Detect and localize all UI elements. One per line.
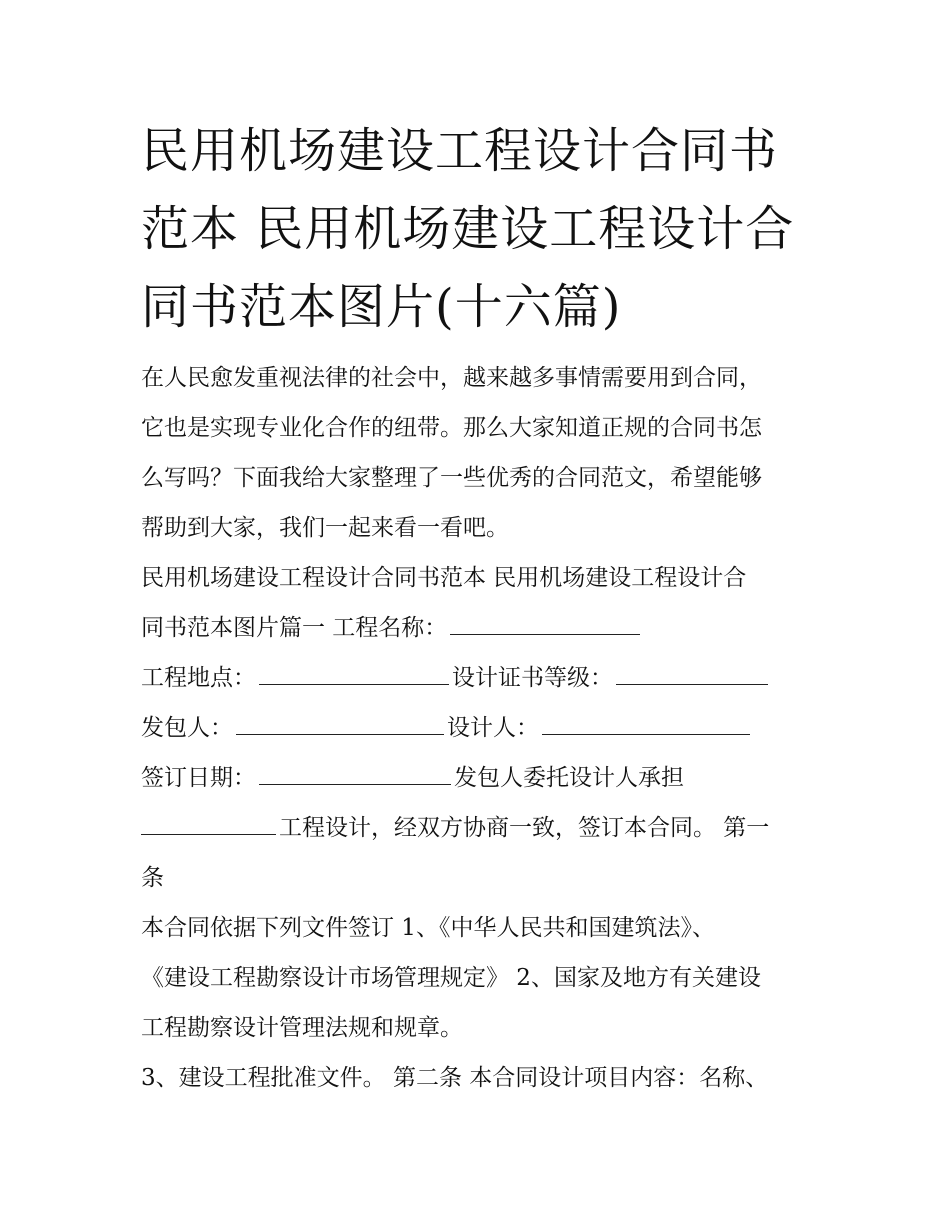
designer-blank xyxy=(542,714,750,735)
project-name-label: 同书范本图片篇一 工程名称： xyxy=(141,615,448,641)
entrust-text: 发包人委托设计人承担 xyxy=(454,765,684,791)
basis-line: 工程勘察设计管理法规和规章。 xyxy=(141,1015,463,1041)
engineering-text: 工程设计，经双方协商一致，签订本合同。 第一 xyxy=(279,815,770,841)
engineering-line xyxy=(141,803,821,853)
item3-line: 3、建设工程批准文件。 第二条 本合同设计项目内容：名称、 xyxy=(141,1065,769,1091)
sign-date-line xyxy=(141,753,821,803)
basis-line: 《建设工程勘察设计市场管理规定》 2、国家及地方有关建设 xyxy=(141,965,761,991)
client-label: 发包人： xyxy=(141,715,233,741)
cert-level-label: 设计证书等级： xyxy=(452,665,613,691)
article-char-line: 条 xyxy=(141,865,164,891)
parties-line xyxy=(141,703,821,753)
intro-line: 它也是实现专业化合作的纽带。那么大家知道正规的合同书怎 xyxy=(141,415,762,441)
document-title xyxy=(141,112,821,346)
document-body xyxy=(141,353,821,1103)
sign-date-label: 签订日期： xyxy=(141,765,256,791)
contract-heading-line: 民用机场建设工程设计合同书范本 民用机场建设工程设计合 xyxy=(141,565,747,591)
project-location-blank xyxy=(259,664,449,685)
title-line: 同书范本图片(十六篇) xyxy=(141,279,622,335)
client-blank xyxy=(236,714,444,735)
title-line: 范本 民用机场建设工程设计合 xyxy=(141,201,795,257)
project-location-label: 工程地点： xyxy=(141,665,256,691)
location-cert-line xyxy=(141,653,821,703)
project-name-blank xyxy=(450,614,640,635)
intro-line: 帮助到大家，我们一起来看一看吧。 xyxy=(141,515,509,541)
cert-level-blank xyxy=(616,664,768,685)
intro-line: 在人民愈发重视法律的社会中，越来越多事情需要用到合同， xyxy=(141,365,762,391)
intro-line: 么写吗？下面我给大家整理了一些优秀的合同范文，希望能够 xyxy=(141,465,762,491)
designer-label: 设计人： xyxy=(447,715,539,741)
title-line: 民用机场建设工程设计合同书 xyxy=(141,123,779,179)
sign-date-blank xyxy=(259,764,451,785)
project-name-line xyxy=(141,603,821,653)
engineering-blank xyxy=(141,814,276,835)
basis-line: 本合同依据下列文件签订 1、《中华人民共和国建筑法》、 xyxy=(141,915,715,941)
